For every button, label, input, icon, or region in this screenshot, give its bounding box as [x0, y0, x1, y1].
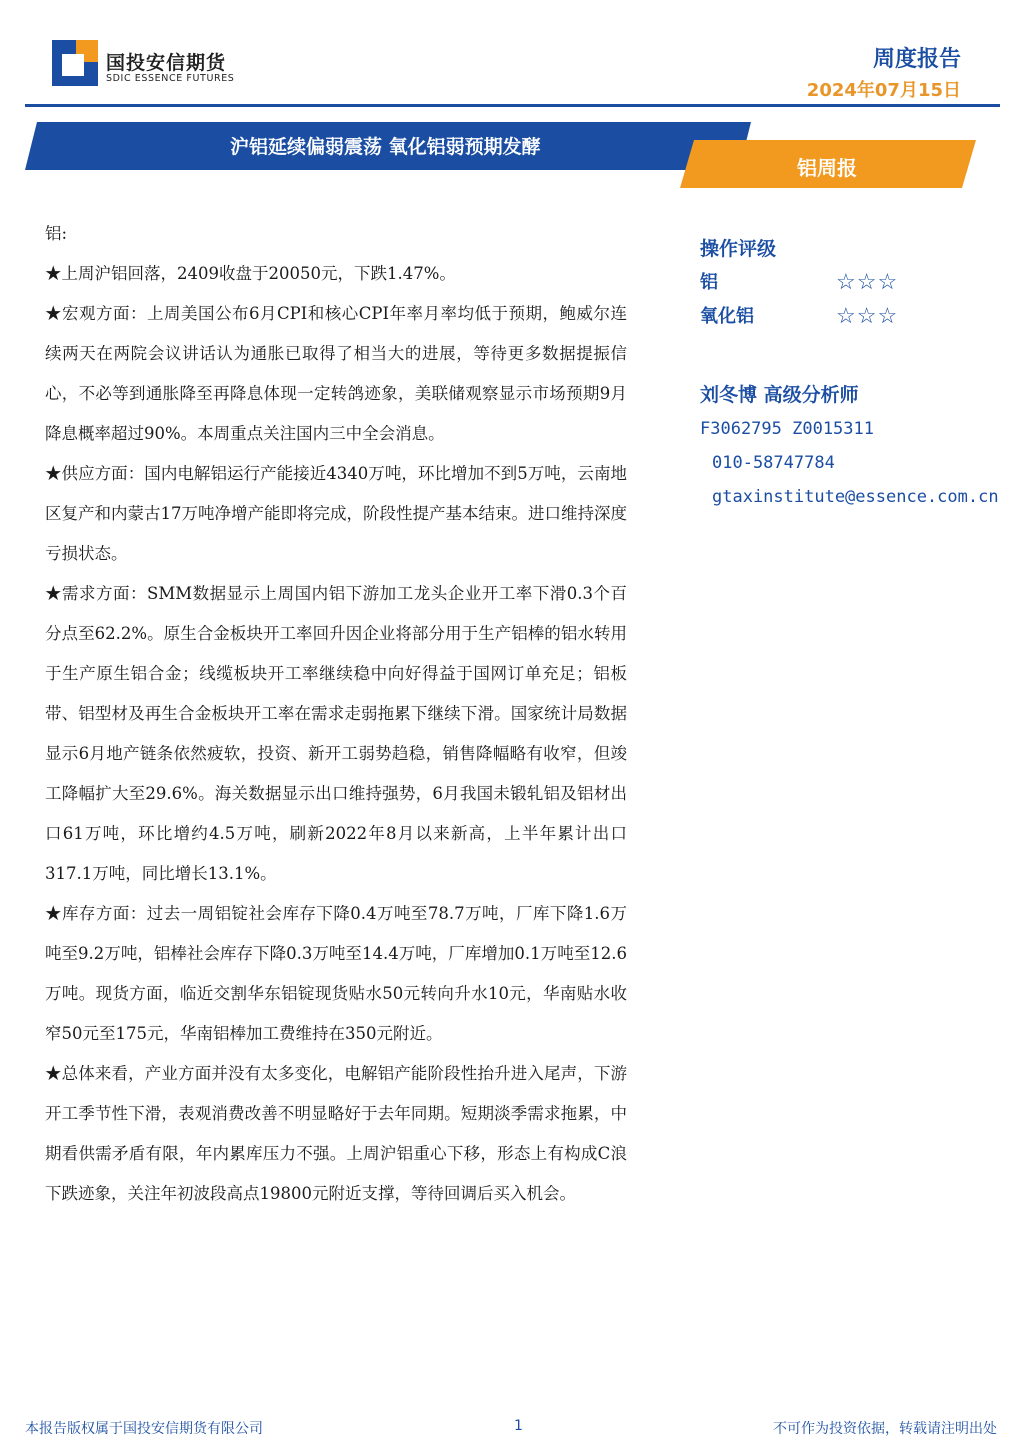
- footer-disclaimer: 不可作为投资依据，转载请注明出处: [773, 1421, 997, 1437]
- rating-heading: 操作评级: [700, 238, 777, 260]
- sidebar: [700, 232, 1020, 514]
- analyst-license: F3062795 Z0015311: [700, 419, 874, 439]
- body-paragraph: ★宏观方面：上周美国公布6月CPI和核心CPI年率月率均低于预期，鲍威尔连续两天在两院会议讲话认为通胀已取得了相当大的进展，等待更多数据提振信心，不必等到通胀降至再降息体现一定转鸽迹象，美联储观察显示市场预期9月降息概率超过90%。本周重点关注国内三中全会消息。: [45, 304, 627, 443]
- analyst-phone: 010-58747784: [712, 453, 835, 473]
- rating-name: 氧化铝: [700, 306, 754, 327]
- company-logo: [52, 40, 292, 90]
- star-rating-icon: ☆☆☆: [836, 270, 899, 295]
- rating-row: [700, 300, 1020, 334]
- body-paragraph: ★库存方面：过去一周铝锭社会库存下降0.4万吨至78.7万吨，厂库下降1.6万吨至9.2万吨，铝棒社会库存下降0.3万吨至14.4万吨，厂库增加0.1万吨至12.6万吨。现货方面，临近交割华东铝锭现货贴水50元转向升水10元，华南贴水收窄50元至175元，华南铝棒加工费维持在350元附近。: [45, 904, 627, 1043]
- logo-text-en: SDIC ESSENCE FUTURES: [106, 73, 235, 84]
- report-body: [45, 214, 627, 1214]
- logo-text-cn: 国投安信期货: [106, 52, 227, 74]
- report-title: 沪铝延续偏弱震荡 氧化铝弱预期发酵: [230, 136, 541, 158]
- footer-copyright: 本报告版权属于国投安信期货有限公司: [25, 1421, 263, 1437]
- body-paragraph: 铝:: [45, 224, 68, 243]
- rating-name: 铝: [700, 272, 718, 293]
- page-number: 1: [514, 1418, 523, 1434]
- body-paragraph: ★需求方面：SMM数据显示上周国内铝下游加工龙头企业开工率下滑0.3个百分点至62.2%。原生合金板块开工率回升因企业将部分用于生产铝棒的铝水转用于生产原生铝合金；线缆板块开工率继续稳中向好得益于国网订单充足；铝板带、铝型材及再生合金板块开工率在需求走弱拖累下继续下滑。国家统计局数据显示6月地产链条依然疲软，投资、新开工弱势趋稳，销售降幅略有收窄，但竣工降幅扩大至29.6%。海关数据显示出口维持强势，6月我国未锻轧铝及铝材出口61万吨，环比增约4.5万吨，刷新2022年8月以来新高，上半年累计出口317.1万吨，同比增长13.1%。: [45, 584, 627, 883]
- body-paragraph: ★上周沪铝回落，2409收盘于20050元，下跌1.47%。: [45, 264, 456, 283]
- body-paragraph: ★总体来看，产业方面并没有太多变化，电解铝产能阶段性抬升进入尾声，下游开工季节性下滑，表观消费改善不明显略好于去年同期。短期淡季需求拖累，中期看供需矛盾有限，年内累库压力不强。上周沪铝重心下移，形态上有构成C浪下跌迹象，关注年初波段高点19800元附近支撑，等待回调后买入机会。: [45, 1064, 627, 1203]
- body-paragraph: ★供应方面：国内电解铝运行产能接近4340万吨，环比增加不到5万吨，云南地区复产和内蒙古17万吨净增产能即将完成，阶段性提产基本结束。进口维持深度亏损状态。: [45, 464, 627, 563]
- report-date: 2024年07月15日: [806, 80, 961, 101]
- analyst-name: 刘冬博 高级分析师: [700, 384, 859, 406]
- analyst-email[interactable]: gtaxinstitute@essence.com.cn: [712, 487, 999, 507]
- report-type: 周度报告: [872, 47, 961, 72]
- rating-row: [700, 266, 1020, 300]
- logo-mark-icon: [52, 40, 98, 86]
- report-tag: 铝周报: [797, 156, 857, 180]
- header-divider: [25, 104, 1000, 107]
- star-rating-icon: ☆☆☆: [836, 304, 899, 329]
